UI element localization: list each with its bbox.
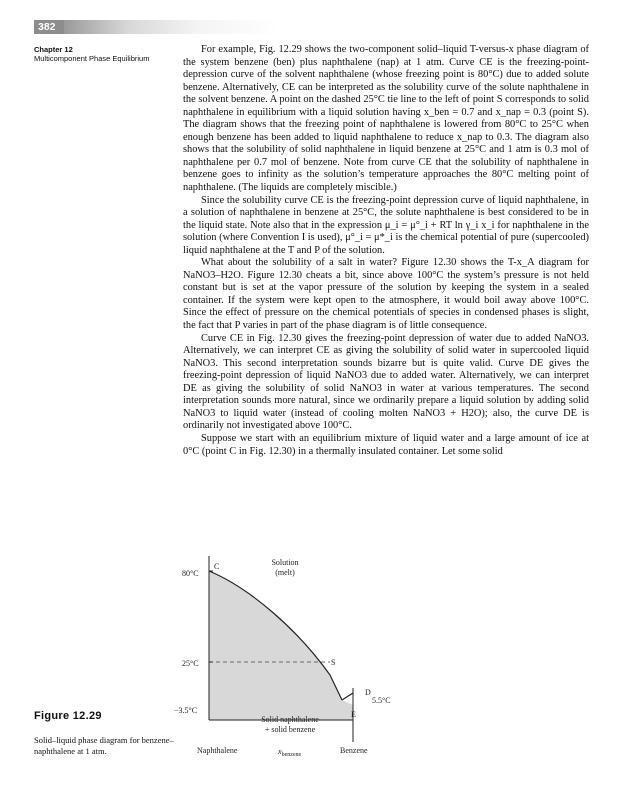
tick-label-minus-3-5c: −3.5°C: [174, 706, 198, 715]
header-rule: [64, 20, 600, 34]
phase-diagram: [174, 548, 405, 768]
tick-label-80c: 80°C: [182, 569, 199, 578]
page-number: 382: [34, 20, 64, 34]
figure-label: Figure 12.29: [34, 710, 102, 722]
label-5-5c: 5.5°C: [372, 696, 391, 705]
chapter-label: Chapter 12: [34, 45, 73, 54]
label-solid-benzene: + solid benzene: [264, 725, 316, 734]
label-solution: Solution: [271, 558, 299, 567]
curve-de: [342, 693, 353, 700]
paragraph: Since the solubility curve CE is the freezing-point depression curve of liquid naphthalene, in a solution of naphthalene in benzene at 25°C, the solute naphthalene is best considered to be in the liquid state. Note also that in the expression μ_i = μ°_i + RT ln γ_i x_i for naphthalene in the solution (where Convention I is used), μ°_i = μ*_i is the chemical potential of pure (supercooled) liquid naphthalene at the T and P of the solution.: [183, 194, 589, 256]
chapter-sidebar: [34, 45, 194, 63]
body-text: [183, 44, 589, 458]
label-solid-naphthalene: Solid naphthalene: [261, 715, 319, 724]
paragraph: For example, Fig. 12.29 shows the two-component solid–liquid T-versus-x phase diagram of the system benzene (ben) plus naphthalene (nap) at 1 atm. Curve CE is the freezing-point-depression curve of the solvent naphthalene (whose freezing point is 80°C) due to added solute benzene. Alternatively, CE can be interpreted as the solubility curve of the solute naphthalene in the solvent benzene. A point on the dashed 25°C tie line to the left of point S corresponds to solid naphthalene in equilibrium with a liquid solution having x_ben = 0.7 and x_nap = 0.3 (point S). The diagram shows that the freezing point of naphthalene is lowered from 80°C to 25°C when enough benzene has been added to liquid naphthalene to reduce x_nap to 0.3. The diagram also shows that the solubility of solid naphthalene in liquid benzene at 25°C and 1 atm is 0.3 mol of naphthalene per 0.7 mol of benzene. Note from curve CE that the solubility of naphthalene in benzene goes to infinity as the solution’s temperature approaches the 80°C melting point of naphthalene. (The liquids are completely miscible.): [183, 44, 589, 194]
chapter-title: Multicomponent Phase Equilibrium: [34, 54, 150, 63]
x-label-naphthalene: Naphthalene: [197, 746, 238, 755]
paragraph: What about the solubility of a salt in water? Figure 12.30 shows the T-x_A diagram for NaNO3–H2O. Figure 12.30 cheats a bit, since above 100°C the system’s pressure is not held constant but is set at the vapor pressure of the solution by keeping the system in a sealed container. If the system were kept open to the atmosphere, it would boil away above 100°C. Since the effect of pressure on the chemical potentials of species in condensed phases is slight, the fact that P varies in part of the phase diagram is of little consequence.: [183, 257, 589, 332]
point-d: D: [365, 688, 371, 697]
point-e: E: [351, 710, 356, 719]
label-melt: (melt): [275, 568, 295, 577]
page-header: [34, 20, 600, 34]
x-label-benzene: Benzene: [340, 746, 368, 755]
x-axis-title: $x_{benzene}$: [278, 747, 302, 758]
paragraph: Suppose we start with an equilibrium mixture of liquid water and a large amount of ice at 0°C (point C in Fig. 12.30) in a thermally insulated container. Let some solid: [183, 432, 589, 457]
point-c: C: [214, 562, 220, 571]
paragraph: Curve CE in Fig. 12.30 gives the freezing-point depression of water due to added NaNO3. Alternatively, we can interpret CE as giving the solubility of solid water in supercooled liquid NaNO3. This second interpretation sounds bizarre but is quite valid. Curve DE gives the freezing-point depression of liquid NaNO3 due to added water. Alternatively, we can interpret DE as giving the solubility of solid NaNO3 in water at various temperatures. The second interpretation sounds more natural, since we ordinarily prepare a liquid solution by adding solid NaNO3 to liquid water (instead of cooling molten NaNO3 + H2O); also, the curve DE is ordinarily not investigated above 100°C.: [183, 332, 589, 432]
point-s: S: [331, 658, 336, 667]
tick-label-25c: 25°C: [182, 659, 199, 668]
solid-liquid-region: [209, 571, 353, 720]
figure-caption: Solid–liquid phase diagram for benzene–naphthalene at 1 atm.: [34, 735, 174, 756]
